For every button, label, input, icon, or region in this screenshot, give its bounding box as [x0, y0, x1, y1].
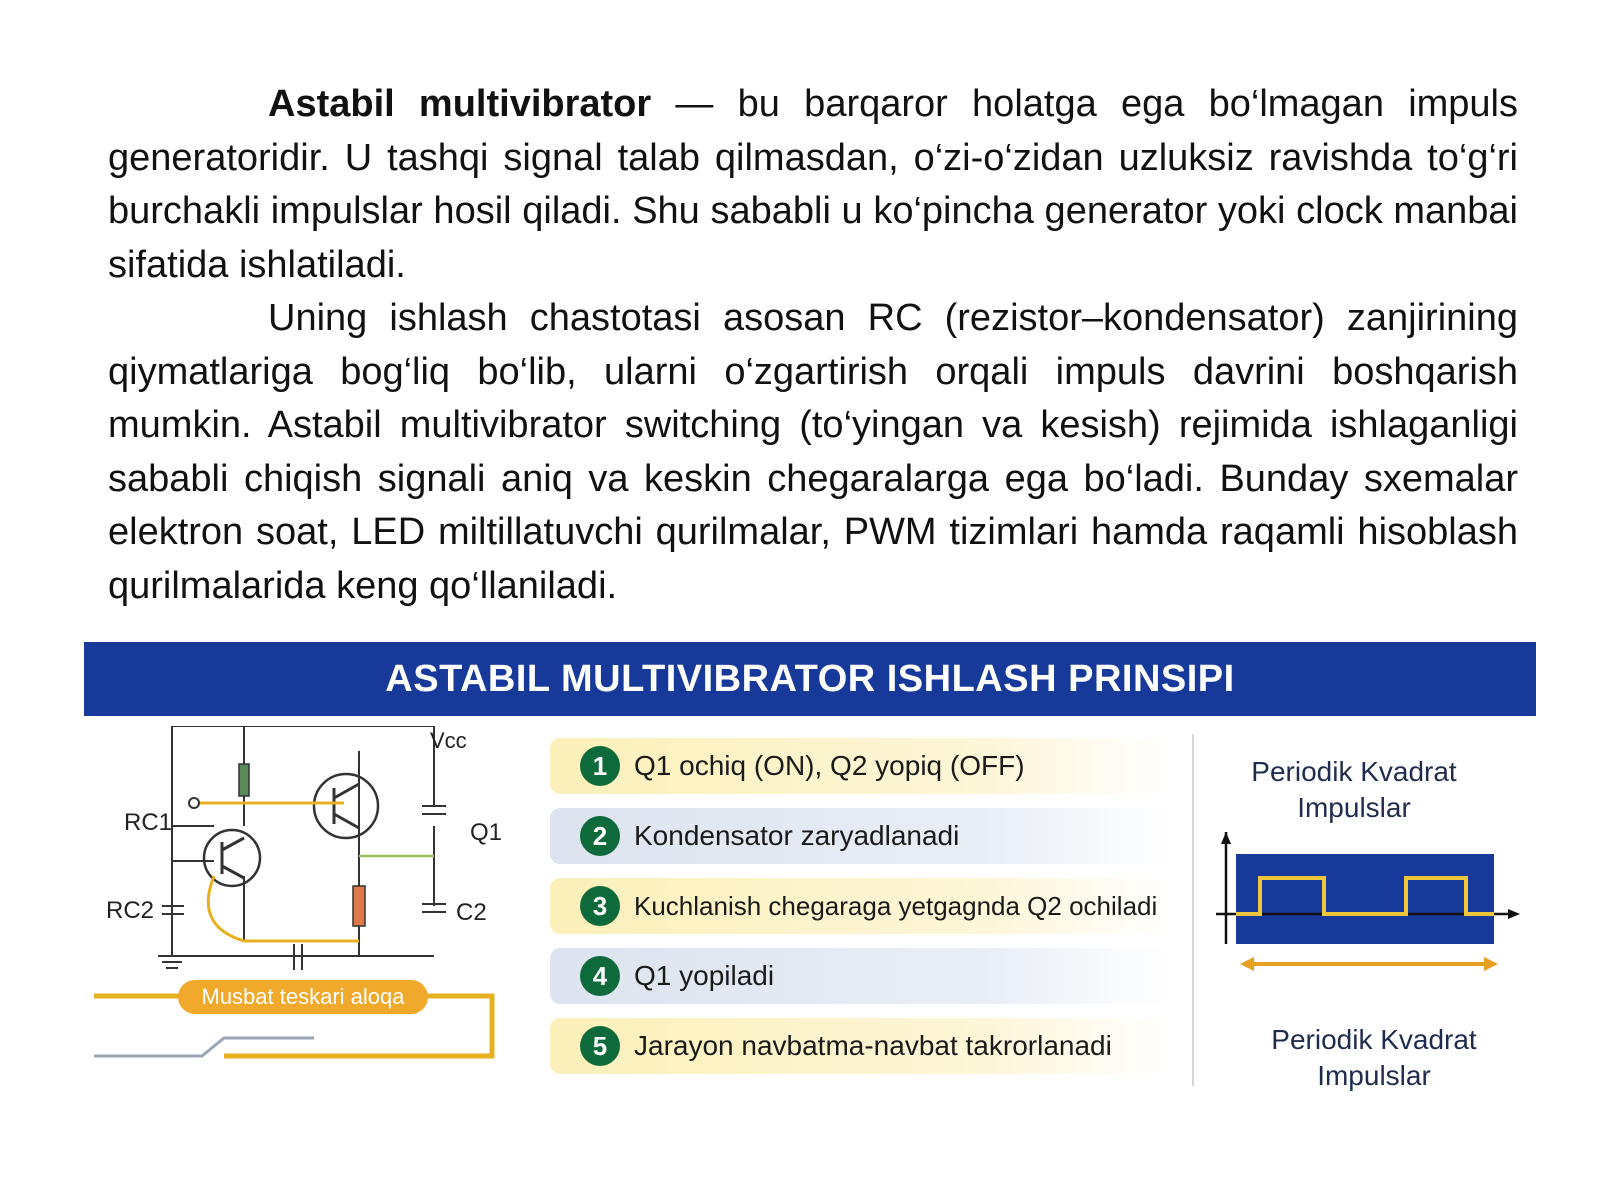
- wave-caption-bottom: Periodik Kvadrat Impulslar: [1271, 1024, 1477, 1091]
- square-wave-graphic: [1212, 832, 1522, 1002]
- step-4-number: 4: [580, 956, 620, 996]
- feedback-label: Musbat teskari aloqa: [201, 984, 405, 1009]
- step-3-number: 3: [580, 886, 620, 926]
- rc2-label: RC2: [106, 897, 155, 924]
- step-2-text: Kondensator zaryadlanadi: [634, 820, 960, 851]
- step-3-text: Kuchlanish chegaraga yetgagnda Q2 ochiladi: [634, 890, 1158, 921]
- step-5: [550, 1018, 1170, 1074]
- wave-caption-top: Periodik Kvadrat Impulslar: [1251, 756, 1457, 823]
- vcc-label: Vcc: [430, 728, 467, 753]
- step-5-text: Jarayon navbatma-navbat takrorlanadi: [634, 1030, 1112, 1061]
- paragraph-2: Uning ishlash chastotasi asosan RC (rezistor–kondensator) zanjirining qiymatlariga bog‘liq bo‘lib, ularni o‘zgartirish orqali impuls davrini boshqarish mumkin. Astabil multivibrator switching (to‘yingan va kesish) rejimida ishlaganligi sababli chiqish signali aniq va keskin chegaralarga ega bo‘ladi. Bunday sxemalar elektron soat, LED miltillatuvchi qurilmalar, PWM tizimlari hamda raqamli hisoblash qurilmalarida keng qo‘llaniladi.: [108, 297, 1518, 607]
- article-text: [108, 78, 1518, 613]
- step-3: [550, 878, 1170, 934]
- step-2-number: 2: [580, 816, 620, 856]
- figure-divider: [1192, 734, 1194, 1086]
- resistor-rc2: [353, 886, 365, 926]
- q1-output-label: Q1: [470, 819, 503, 846]
- term-astabil-multivibrator: Astabil multivibrator: [268, 83, 652, 125]
- circuit-diagram: [84, 726, 514, 1106]
- steps-list: [550, 738, 1170, 1088]
- step-1-number: 1: [580, 746, 620, 786]
- paragraph-1-body: — bu barqaror holatga ega bo‘lmagan impuls generatoridir. U tashqi signal talab qilmasdan, o‘zi-o‘zidan uzluksiz ravishda to‘g‘ri burchakli impulslar hosil qiladi. Shu sababli u ko‘pincha generator yoki clock manbai sifatida ishlatiladi.: [108, 83, 1518, 286]
- resistor-rc1: [239, 764, 249, 796]
- step-2: [550, 808, 1170, 864]
- wave-background: [1236, 854, 1494, 944]
- step-1: [550, 738, 1170, 794]
- figure-banner-title: ASTABIL MULTIVIBRATOR ISHLASH PRINSIPI: [84, 642, 1536, 716]
- multivibrator-figure: [84, 642, 1536, 1112]
- rc1-label: RC1: [124, 809, 173, 836]
- step-5-number: 5: [580, 1026, 620, 1066]
- step-1-text: Q1 ochiq (ON), Q2 yopiq (OFF): [634, 750, 1025, 781]
- step-4-text: Q1 yopiladi: [634, 960, 775, 991]
- c2-label: C2: [456, 899, 487, 926]
- step-4: [550, 948, 1170, 1004]
- paragraph-1: [108, 78, 1518, 292]
- transistor-q2-symbol: [314, 774, 378, 838]
